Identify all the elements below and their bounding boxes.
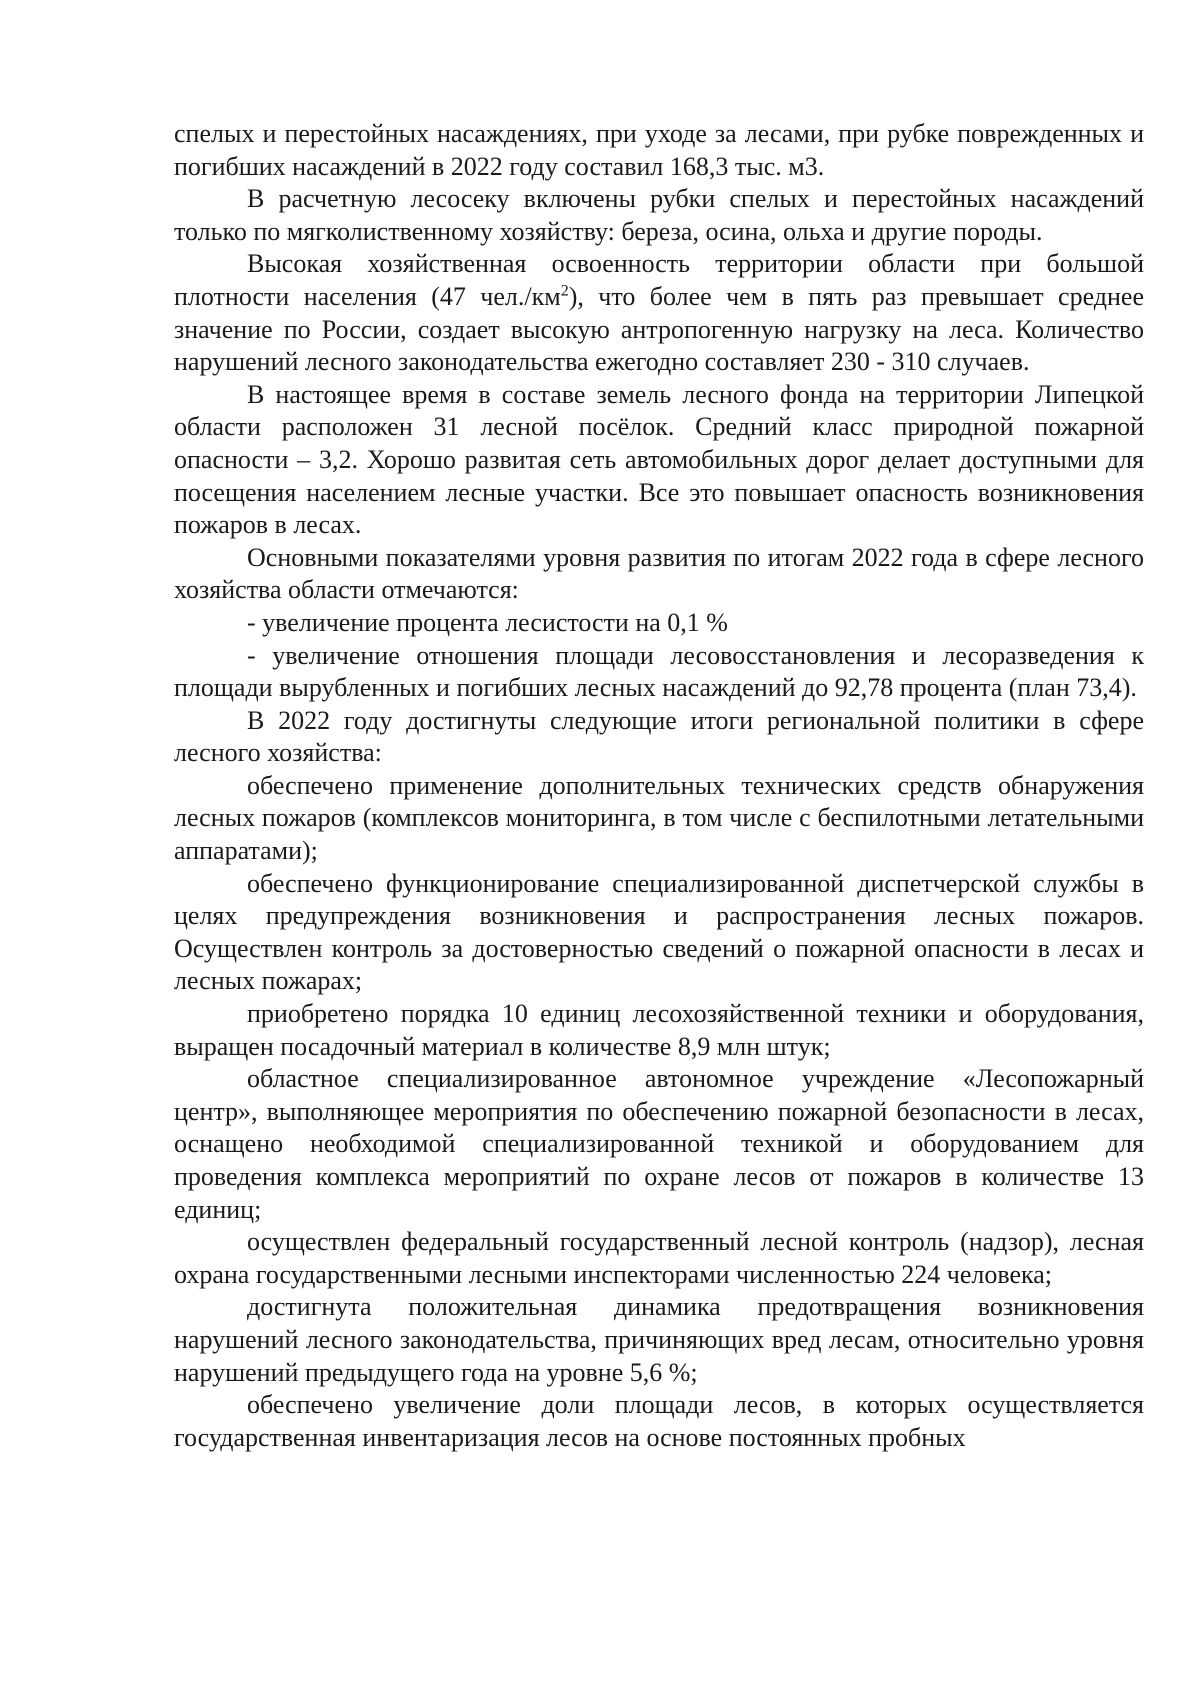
paragraph-2: В расчетную лесосеку включены рубки спелых и перестойных насаждений только по мягколиственному хозяйству: береза, осина, ольха и другие породы. [174,184,1144,246]
result-item-5: осуществлен федеральный государственный лесной контроль (надзор), лесная охрана государственными лесными инспекторами численностью 224 человека; [174,1227,1144,1289]
document-body [174,118,1144,1454]
paragraph-4: В настоящее время в составе земель лесного фонда на территории Липецкой области расположен 31 лесной посёлок. Средний класс природной пожарной опасности – 3,2. Хорошо развитая сеть автомобильных дорог делает доступными для посещения населением лесные участки. Все это повышает опасность возникновения пожаров в лесах. [174,379,1144,540]
paragraph-8: В 2022 году достигнуты следующие итоги региональной политики в сфере лесного хозяйства: [174,705,1144,768]
paragraph-3-text-after: ), что более чем в пять раз превышает среднее значение по России, создает высокую антропогенную нагрузку на леса. Количество нарушений лесного законодательства ежегодно составляет 230 - 310 случаев. [174,281,1144,377]
list-item-forest-cover: - увеличение процента лесистости на 0,1 % [247,607,728,637]
result-item-6: достигнута положительная динамика предотвращения возникновения нарушений лесного законодательства, причиняющих вред лесам, относительно уровня нарушений предыдущего года на уровне 5,6 %; [174,1292,1144,1387]
result-item-1: обеспечено применение дополнительных технических средств обнаружения лесных пожаров (комплексов мониторинга, в том числе с беспилотными летательными аппаратами); [174,770,1144,866]
paragraph-1: спелых и перестойных насаждениях, при уходе за лесами, при рубке поврежденных и погибших насаждений в 2022 году составил 168,3 тыс. м3. [174,119,1144,181]
paragraph-3-text-before: Высокая хозяйственная освоенность территории области при большой плотности населения (47 чел./км [174,249,1144,311]
superscript: 2 [560,282,569,300]
result-item-3: приобретено порядка 10 единиц лесохозяйственной техники и оборудования, выращен посадочный материал в количестве 8,9 млн штук; [174,999,1144,1061]
result-item-2: обеспечено функционирование специализированной диспетчерской службы в целях предупреждения возникновения и распространения лесных пожаров. Осуществлен контроль за достоверностью сведений о пожарной опасности в лесах и лесных пожарах; [174,868,1144,996]
result-item-7: обеспечено увеличение доли площади лесов, в которых осуществляется государственная инвентаризация лесов на основе постоянных пробных [174,1390,1144,1452]
result-item-4: областное специализированное автономное учреждение «Лесопожарный центр», выполняющее мероприятия по обеспечению пожарной безопасности в лесах, оснащено необходимой специализированной техникой и оборудованием для проведения комплекса мероприятий по охране лесов от пожаров в количестве 13 единиц; [174,1064,1144,1224]
paragraph-5: Основными показателями уровня развития по итогам 2022 года в сфере лесного хозяйства области отмечаются: [174,542,1144,605]
list-item-reforestation-ratio: - увеличение отношения площади лесовосстановления и лесоразведения к площади вырубленных и погибших лесных насаждений до 92,78 процента (план 73,4). [174,640,1144,703]
paragraph-3 [174,248,1144,378]
